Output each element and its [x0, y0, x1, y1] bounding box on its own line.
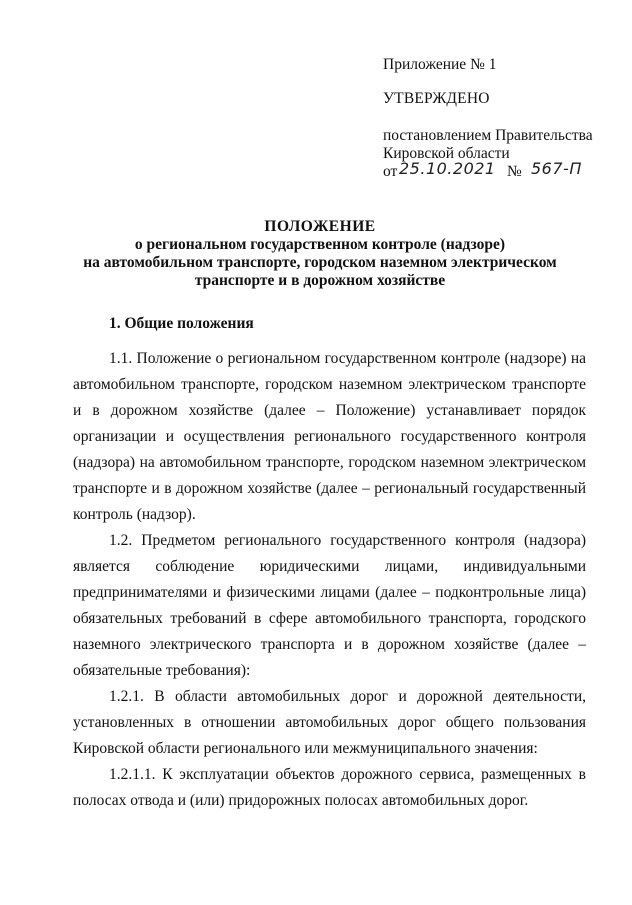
paragraph-1-2: 1.2. Предметом регионального государственного контроля (надзора) является соблюдение юридическими лицами, индивидуальными предпринимателями и физическими лицами (далее – подконтрольные лица) обязательных требований в сфере автомобильного транспорта, городского наземного электрического транспорта и в дорожном хозяйстве (далее – обязательные требования): [73, 532, 586, 679]
paragraph-1-1: 1.1. Положение о региональном государственном контроле (надзоре) на автомобильном транспорте, городском наземном электрическом транспорте и в дорожном хозяйстве (далее – Положение) устанавливает порядок организации и осуществления регионального государственного контроля (надзора) на автомобильном транспорте, городском наземном электрическом транспорте и в дорожном хозяйстве (далее – региональный государственный контроль (надзор). [73, 350, 586, 523]
number-sign: № [507, 163, 522, 180]
section-body [73, 346, 586, 814]
date-number-line [383, 159, 628, 183]
approved-by-line-2: Кировской области [383, 145, 510, 162]
handwritten-number: 567-П [531, 159, 582, 178]
approval-block [383, 56, 628, 183]
approved-stamp-text: УТВЕРЖДЕНО [383, 90, 490, 107]
date-prefix: от [383, 163, 398, 180]
document-title [60, 218, 580, 290]
paragraph-1-2-1: 1.2.1. В области автомобильных дорог и дорожной деятельности, установленных в отношении автомобильных дорог общего пользования Кировской области регионального или межмуниципального значения: [73, 688, 586, 757]
handwritten-date: 25.10.2021 [399, 159, 496, 178]
title-line-2: о региональном государственном контроле (надзоре) [134, 236, 506, 253]
section-heading: 1. Общие положения [109, 315, 254, 332]
title-line-3: на автомобильном транспорте, городском наземном электрическом [83, 254, 557, 271]
title-line-1: ПОЛОЖЕНИЕ [264, 218, 376, 235]
appendix-label: Приложение № 1 [383, 56, 497, 73]
paragraph-1-2-1-1: 1.2.1.1. К эксплуатации объектов дорожного сервиса, размещенных в полосах отвода и (или) придорожных полосах автомобильных дорог. [73, 766, 586, 809]
approved-by-line-1: постановлением Правительства [383, 127, 593, 144]
title-line-4: транспорте и в дорожном хозяйстве [194, 272, 446, 289]
